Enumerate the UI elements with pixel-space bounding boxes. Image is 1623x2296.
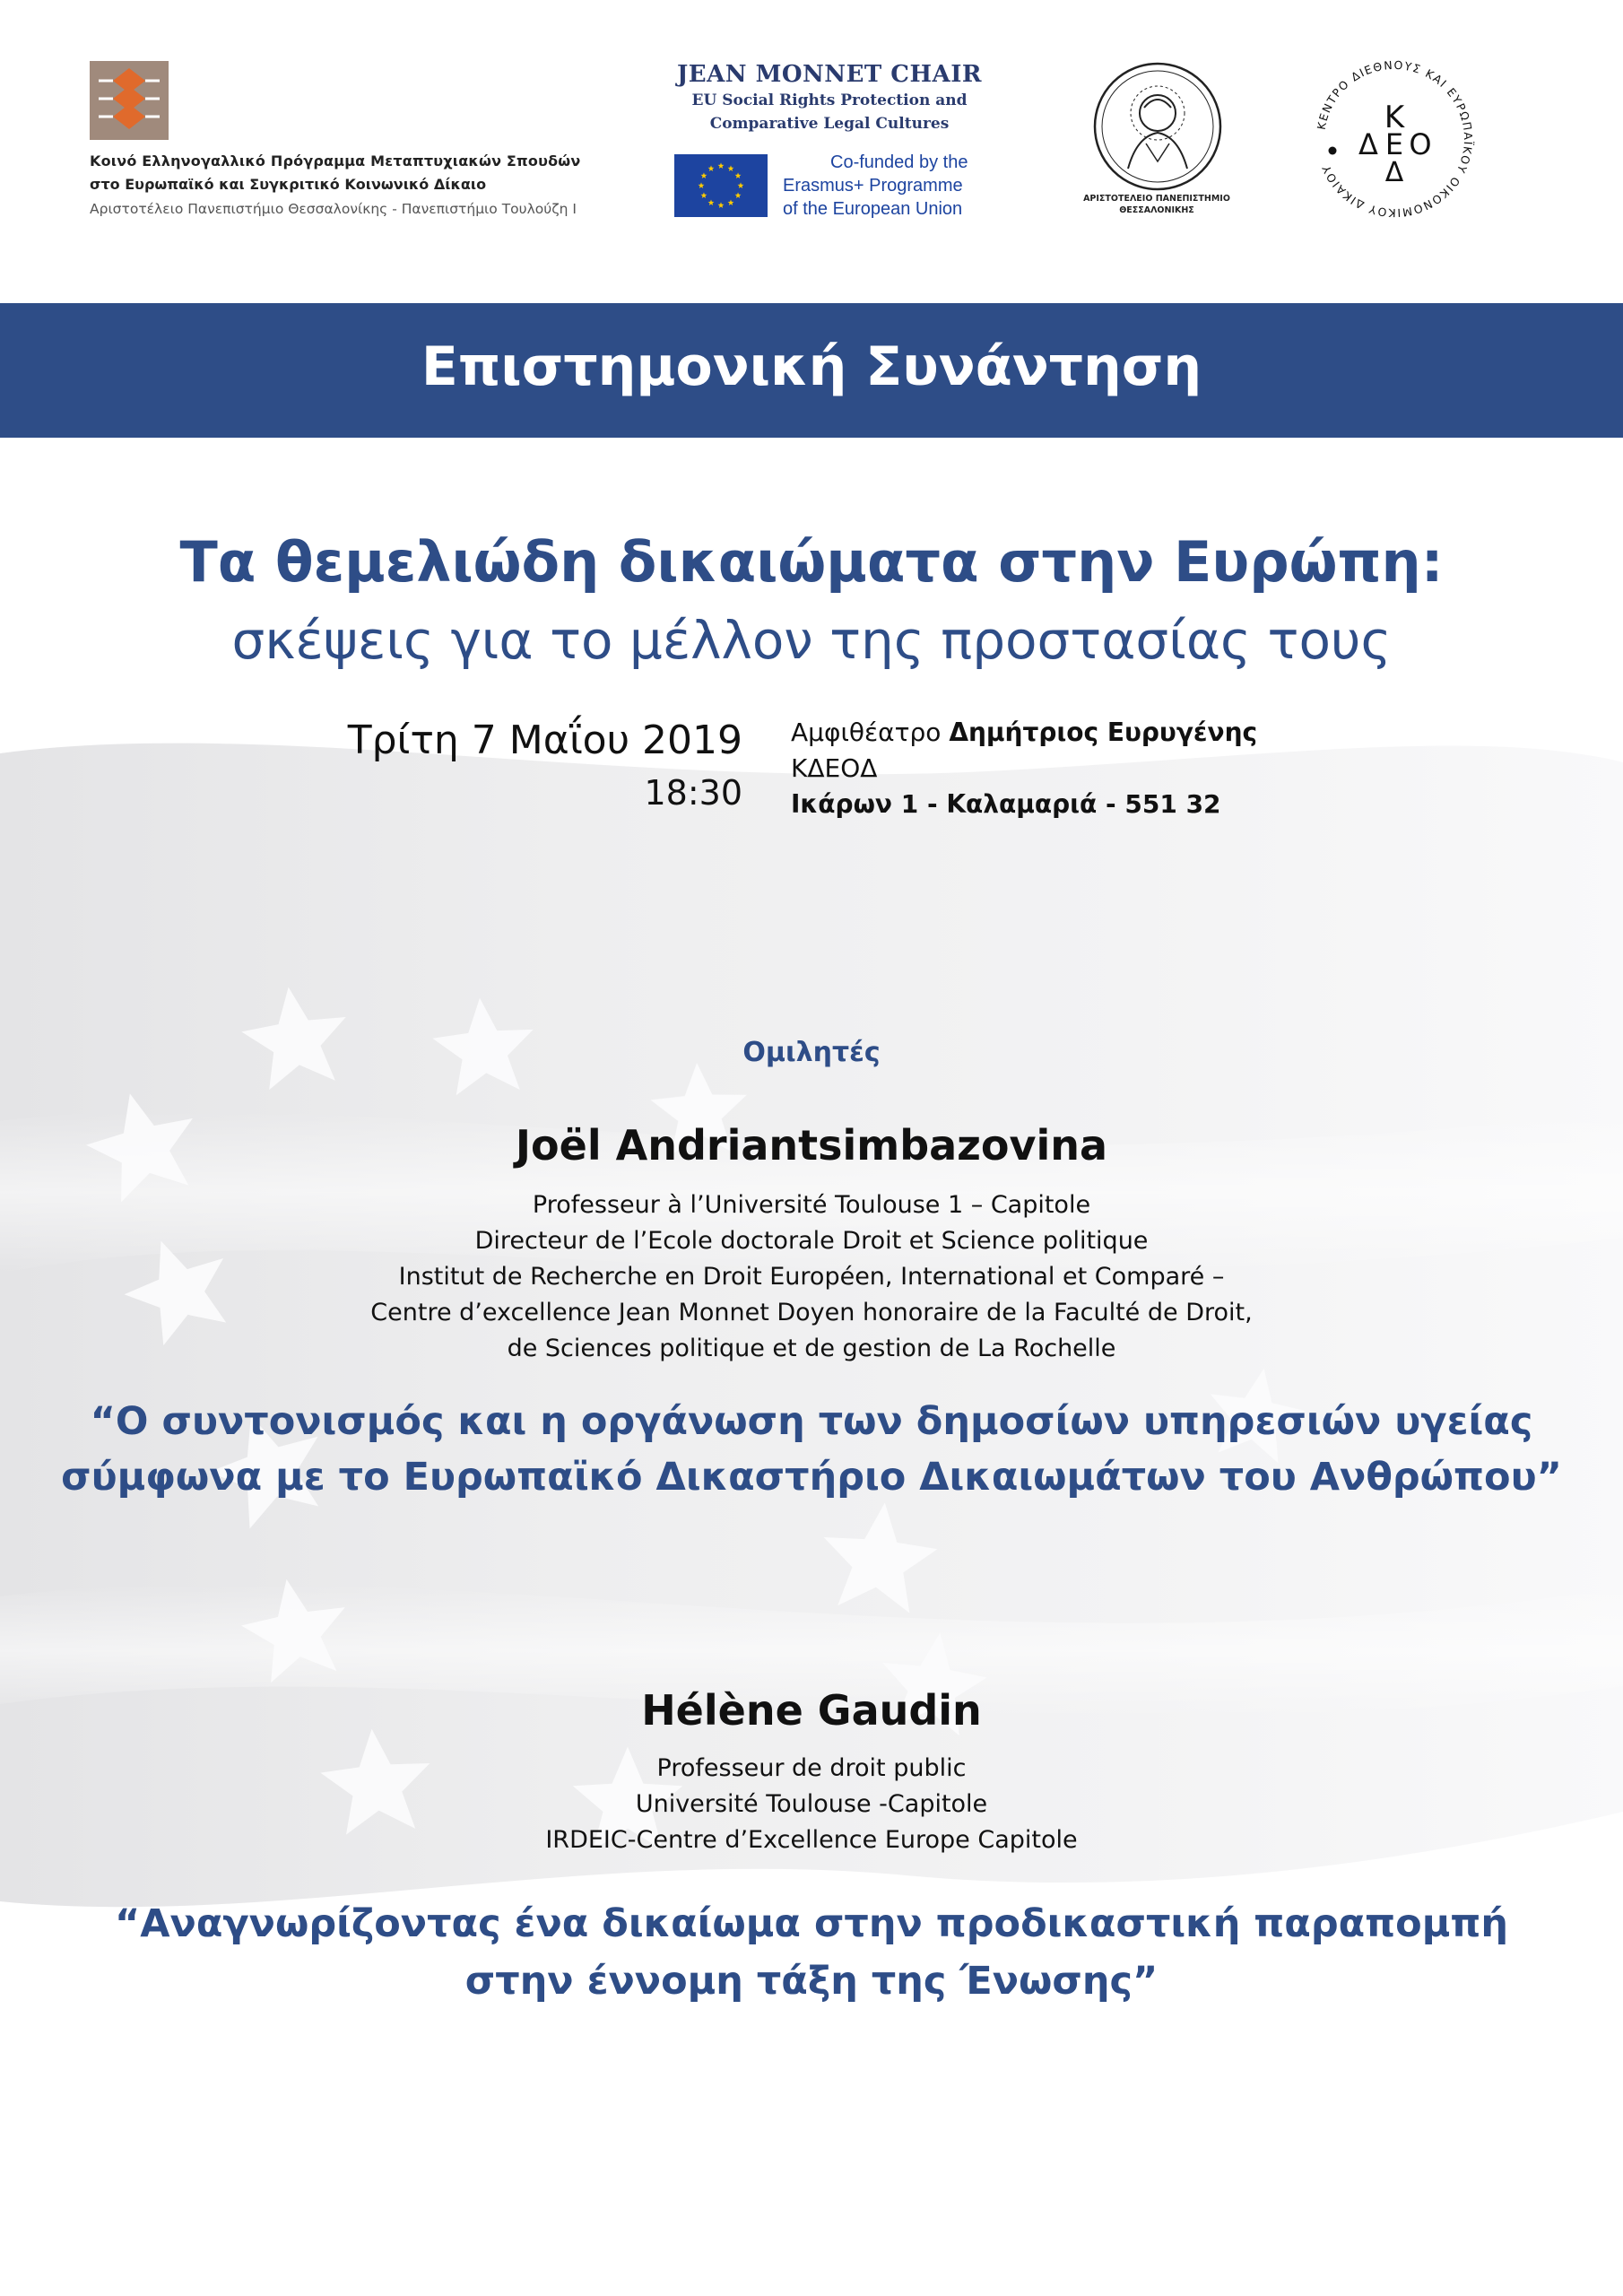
event-date: Τρίτη 7 Μαΐου 2019 <box>347 718 742 763</box>
banner-title: Επιστημονική Συνάντηση <box>421 335 1202 398</box>
speaker-1-affiliation-1: Professeur à l’Université Toulouse 1 – Capitole <box>532 1191 1091 1219</box>
erasmus-line-3: of the European Union <box>783 199 963 219</box>
kdeod-logo <box>1309 54 1480 224</box>
kdeod-letter-k: Κ <box>1384 100 1405 135</box>
speaker-2-talk-line-1: “Αναγνωρίζοντας ένα δικαίωμα στην προδικαστική παραπομπή <box>115 1901 1508 1946</box>
jean-monnet-chair-title: JEAN MONNET CHAIR <box>677 61 982 88</box>
venue-prefix: Αμφιθέατρο <box>791 718 950 747</box>
program-logo <box>90 61 169 140</box>
speaker-1-talk-line-2: σύμφωνα με το Ευρωπαϊκό Δικαστήριο Δικαιωμάτων του Ανθρώπου” <box>61 1455 1562 1500</box>
kdeod-ring-text: ΚΕΝΤΡΟ ΔΙΕΘΝΟΥΣ ΚΑΙ ΕΥΡΩΠΑΪΚΟΥ ΟΙΚΟΝΟΜΙΚΟΥ ΔΙΚΑΙΟΥ <box>1314 57 1476 221</box>
speakers-heading: Ομιλητές <box>742 1037 881 1068</box>
event-title: Τα θεμελιώδη δικαιώματα στην Ευρώπη: <box>179 529 1444 595</box>
jean-monnet-subtitle-1: EU Social Rights Protection and <box>691 91 968 109</box>
jean-monnet-subtitle-2: Comparative Legal Cultures <box>709 115 950 133</box>
erasmus-line-2: Erasmus+ Programme <box>783 176 963 196</box>
program-name-line-1: Κοινό Ελληνογαλλικό Πρόγραμμα Μεταπτυχιακών Σπουδών <box>90 152 581 170</box>
venue-name: Δημήτριος Ευρυγένης <box>949 718 1258 747</box>
speaker-2-affiliation-2: Université Toulouse -Capitole <box>635 1790 988 1818</box>
kdeod-letter-d2: Δ <box>1384 157 1404 188</box>
program-universities: Αριστοτέλειο Πανεπιστήμιο Θεσσαλονίκης - Πανεπιστήμιο Τουλούζη Ι <box>90 201 577 217</box>
venue-line-1 <box>791 718 1257 747</box>
speaker-1-affiliation-5: de Sciences politique et de gestion de La Rochelle <box>507 1335 1116 1362</box>
kdeod-letter-d1: Δ <box>1358 127 1378 161</box>
speaker-1-name: Joël Andriantsimbazovina <box>515 1121 1108 1170</box>
speaker-2-affiliation-3: IRDEIC-Centre d’Excellence Europe Capitole <box>545 1826 1078 1854</box>
auth-caption-line-2: ΘΕΣΣΑΛΟΝΙΚΗΣ <box>1119 205 1194 215</box>
kdeod-letter-o: Ο <box>1409 127 1432 161</box>
program-name-line-2: στο Ευρωπαϊκό και Συγκριτικό Κοινωνικό Δίκαιο <box>90 176 487 193</box>
speaker-2-name: Hélène Gaudin <box>641 1686 982 1735</box>
event-subtitle: σκέψεις για το μέλλον της προστασίας τους <box>231 610 1392 671</box>
speaker-1-talk-line-1: “Ο συντονισμός και η οργάνωση των δημοσίων υπηρεσιών υγείας <box>90 1399 1533 1444</box>
speaker-1-affiliation-4: Centre d’excellence Jean Monnet Doyen honoraire de la Faculté de Droit, <box>370 1299 1253 1326</box>
eu-flag-icon <box>674 154 768 217</box>
venue-address: Ικάρων 1 - Καλαμαριά - 551 32 <box>791 789 1221 819</box>
auth-caption-line-1: ΑΡΙΣΤΟΤΕΛΕΙΟ ΠΑΝΕΠΙΣΤΗΜΙΟ <box>1083 194 1230 204</box>
speaker-2-affiliation-1: Professeur de droit public <box>656 1754 967 1782</box>
speaker-1-affiliation-3: Institut de Recherche en Droit Européen, International et Comparé – <box>398 1263 1225 1291</box>
venue-line-2: ΚΔΕΟΔ <box>791 753 878 783</box>
speaker-1-affiliation-2: Directeur de l’Ecole doctorale Droit et Science politique <box>474 1227 1149 1255</box>
kdeod-letter-e: Ε <box>1384 127 1404 161</box>
event-time: 18:30 <box>644 773 742 813</box>
auth-seal-logo <box>1092 61 1223 192</box>
speaker-2-talk-line-2: στην έννομη τάξη της Ένωσης” <box>464 1959 1159 2004</box>
erasmus-line-1: Co-funded by the <box>830 152 968 172</box>
